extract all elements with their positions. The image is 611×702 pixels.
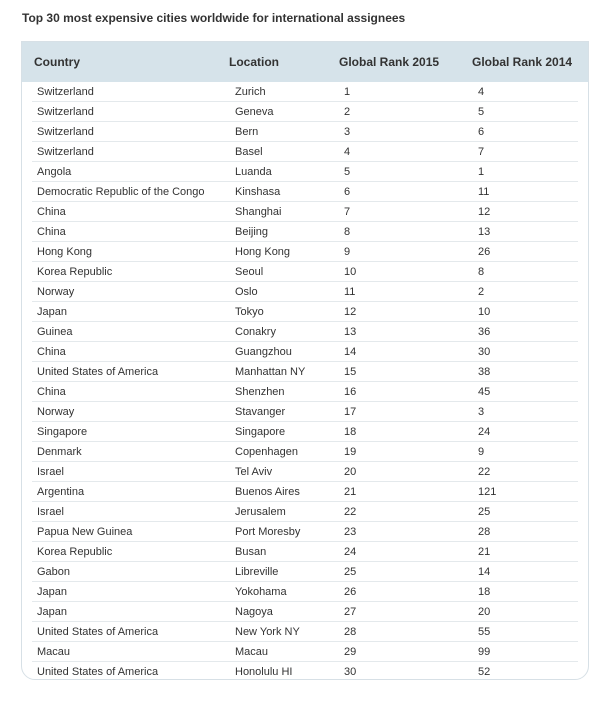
cell-location: Nagoya xyxy=(235,605,273,618)
cell-location: Conakry xyxy=(235,325,276,338)
cell-country: Singapore xyxy=(37,425,88,438)
cell-country: Norway xyxy=(37,285,75,298)
cell-rank-2015: 29 xyxy=(344,645,357,658)
cell-rank-2015: 20 xyxy=(344,465,357,478)
cell-country: China xyxy=(37,345,66,358)
cell-rank-2014: 21 xyxy=(478,545,491,558)
cell-rank-2015: 10 xyxy=(344,265,357,278)
cell-location: Basel xyxy=(235,145,263,158)
cell-country: Argentina xyxy=(37,485,85,498)
table-row xyxy=(32,402,578,422)
table-row xyxy=(32,222,578,242)
cell-location: Stavanger xyxy=(235,405,286,418)
cell-rank-2014: 55 xyxy=(478,625,491,638)
cell-rank-2014: 12 xyxy=(478,205,491,218)
cell-location: Beijing xyxy=(235,225,269,238)
table-row xyxy=(32,202,578,222)
table-row xyxy=(32,642,578,662)
cell-rank-2014: 99 xyxy=(478,645,491,658)
cell-rank-2015: 24 xyxy=(344,545,357,558)
cell-rank-2015: 9 xyxy=(344,245,351,258)
cell-location: Hong Kong xyxy=(235,245,291,258)
cell-rank-2014: 7 xyxy=(478,145,485,158)
cell-rank-2015: 7 xyxy=(344,205,351,218)
cell-rank-2014: 121 xyxy=(478,485,497,498)
cell-rank-2014: 22 xyxy=(478,465,491,478)
cell-rank-2014: 25 xyxy=(478,505,491,518)
cell-country: China xyxy=(37,225,66,238)
cell-location: Shanghai xyxy=(235,205,282,218)
table-row xyxy=(32,502,578,522)
cell-location: Zurich xyxy=(235,85,266,98)
header-rank-2014: Global Rank 2014 xyxy=(472,55,573,69)
cell-location: Shenzhen xyxy=(235,385,285,398)
cell-rank-2014: 13 xyxy=(478,225,491,238)
table-row xyxy=(32,262,578,282)
cell-country: Japan xyxy=(37,305,67,318)
cell-location: New York NY xyxy=(235,625,300,638)
table-row xyxy=(32,302,578,322)
cell-location: Guangzhou xyxy=(235,345,292,358)
cell-location: Busan xyxy=(235,545,267,558)
cell-location: Yokohama xyxy=(235,585,287,598)
cell-location: Singapore xyxy=(235,425,286,438)
cell-rank-2015: 8 xyxy=(344,225,351,238)
table-row xyxy=(32,542,578,562)
cell-rank-2014: 8 xyxy=(478,265,485,278)
cell-rank-2014: 30 xyxy=(478,345,491,358)
cell-location: Buenos Aires xyxy=(235,485,300,498)
cell-country: Switzerland xyxy=(37,145,94,158)
cell-rank-2014: 20 xyxy=(478,605,491,618)
table-row xyxy=(32,662,578,680)
table-row xyxy=(32,122,578,142)
table-row xyxy=(32,602,578,622)
table-row xyxy=(32,442,578,462)
cell-country: Israel xyxy=(37,465,64,478)
cell-country: China xyxy=(37,205,66,218)
table-row xyxy=(32,142,578,162)
table-row xyxy=(32,422,578,442)
cell-rank-2015: 13 xyxy=(344,325,357,338)
table-row xyxy=(32,362,578,382)
cell-rank-2015: 18 xyxy=(344,425,357,438)
cell-rank-2015: 23 xyxy=(344,525,357,538)
table-row xyxy=(32,482,578,502)
cell-rank-2014: 24 xyxy=(478,425,491,438)
cell-location: Luanda xyxy=(235,165,272,178)
cell-rank-2014: 10 xyxy=(478,305,491,318)
cell-location: Oslo xyxy=(235,285,258,298)
table-row xyxy=(32,582,578,602)
table-row xyxy=(32,102,578,122)
cell-country: Switzerland xyxy=(37,105,94,118)
cell-country: Norway xyxy=(37,405,75,418)
cell-rank-2014: 9 xyxy=(478,445,485,458)
cell-country: Japan xyxy=(37,585,67,598)
cell-location: Bern xyxy=(235,125,259,138)
cell-rank-2015: 26 xyxy=(344,585,357,598)
cell-country: China xyxy=(37,385,66,398)
cell-country: Korea Republic xyxy=(37,265,113,278)
cell-rank-2014: 1 xyxy=(478,165,485,178)
table-row xyxy=(32,622,578,642)
table-row xyxy=(32,462,578,482)
cell-rank-2015: 2 xyxy=(344,105,351,118)
table-row xyxy=(32,522,578,542)
table-row xyxy=(32,82,578,102)
cell-location: Port Moresby xyxy=(235,525,301,538)
cell-country: Guinea xyxy=(37,325,73,338)
cell-location: Geneva xyxy=(235,105,274,118)
cell-location: Manhattan NY xyxy=(235,365,306,378)
cell-country: United States of America xyxy=(37,625,159,638)
cell-rank-2014: 5 xyxy=(478,105,485,118)
cell-rank-2015: 11 xyxy=(344,285,356,298)
cell-rank-2015: 3 xyxy=(344,125,351,138)
header-rank-2015: Global Rank 2015 xyxy=(339,55,440,69)
header-location: Location xyxy=(229,55,279,69)
table-row xyxy=(32,162,578,182)
cell-country: Gabon xyxy=(37,565,71,578)
cell-rank-2015: 6 xyxy=(344,185,351,198)
cell-country: Switzerland xyxy=(37,125,94,138)
table-row xyxy=(32,562,578,582)
cell-rank-2015: 22 xyxy=(344,505,357,518)
ranking-table xyxy=(21,41,589,680)
cell-country: Korea Republic xyxy=(37,545,113,558)
cell-location: Honolulu HI xyxy=(235,665,293,678)
cell-location: Libreville xyxy=(235,565,279,578)
cell-rank-2014: 38 xyxy=(478,365,491,378)
cell-country: Denmark xyxy=(37,445,82,458)
table-row xyxy=(32,282,578,302)
cell-rank-2015: 12 xyxy=(344,305,357,318)
cell-rank-2014: 14 xyxy=(478,565,491,578)
cell-rank-2015: 27 xyxy=(344,605,357,618)
cell-rank-2015: 30 xyxy=(344,665,357,678)
cell-country: United States of America xyxy=(37,365,159,378)
header-country: Country xyxy=(34,55,80,69)
cell-rank-2015: 5 xyxy=(344,165,351,178)
cell-rank-2015: 15 xyxy=(344,365,357,378)
cell-rank-2014: 26 xyxy=(478,245,491,258)
cell-rank-2015: 19 xyxy=(344,445,357,458)
cell-location: Tel Aviv xyxy=(235,465,273,478)
table-header xyxy=(22,42,588,82)
cell-country: Democratic Republic of the Congo xyxy=(37,185,205,198)
table-row xyxy=(32,182,578,202)
cell-country: Switzerland xyxy=(37,85,94,98)
cell-rank-2015: 4 xyxy=(344,145,351,158)
cell-country: Angola xyxy=(37,165,72,178)
cell-location: Tokyo xyxy=(235,305,264,318)
table-row xyxy=(32,342,578,362)
cell-rank-2014: 18 xyxy=(478,585,491,598)
table-row xyxy=(32,242,578,262)
cell-rank-2015: 28 xyxy=(344,625,357,638)
cell-rank-2015: 16 xyxy=(344,385,357,398)
cell-rank-2015: 1 xyxy=(344,85,351,98)
cell-location: Jerusalem xyxy=(235,505,286,518)
table-row xyxy=(32,382,578,402)
cell-rank-2014: 36 xyxy=(478,325,491,338)
table-body xyxy=(22,82,588,680)
cell-rank-2014: 3 xyxy=(478,405,485,418)
cell-rank-2015: 21 xyxy=(344,485,357,498)
cell-country: Japan xyxy=(37,605,67,618)
table-row xyxy=(32,322,578,342)
cell-country: United States of America xyxy=(37,665,159,678)
cell-country: Israel xyxy=(37,505,64,518)
cell-rank-2014: 11 xyxy=(478,185,490,198)
cell-country: Macau xyxy=(37,645,71,658)
cell-rank-2015: 14 xyxy=(344,345,357,358)
cell-rank-2014: 45 xyxy=(478,385,491,398)
cell-location: Macau xyxy=(235,645,269,658)
cell-rank-2014: 4 xyxy=(478,85,485,98)
cell-country: Hong Kong xyxy=(37,245,93,258)
cell-rank-2015: 25 xyxy=(344,565,357,578)
cell-rank-2015: 17 xyxy=(344,405,357,418)
cell-rank-2014: 6 xyxy=(478,125,485,138)
cell-location: Kinshasa xyxy=(235,185,281,198)
cell-location: Seoul xyxy=(235,265,264,278)
cell-rank-2014: 52 xyxy=(478,665,491,678)
cell-rank-2014: 28 xyxy=(478,525,491,538)
cell-country: Papua New Guinea xyxy=(37,525,133,538)
cell-rank-2014: 2 xyxy=(478,285,485,298)
page-title: Top 30 most expensive cities worldwide for international assignees xyxy=(22,11,406,25)
cell-location: Copenhagen xyxy=(235,445,299,458)
